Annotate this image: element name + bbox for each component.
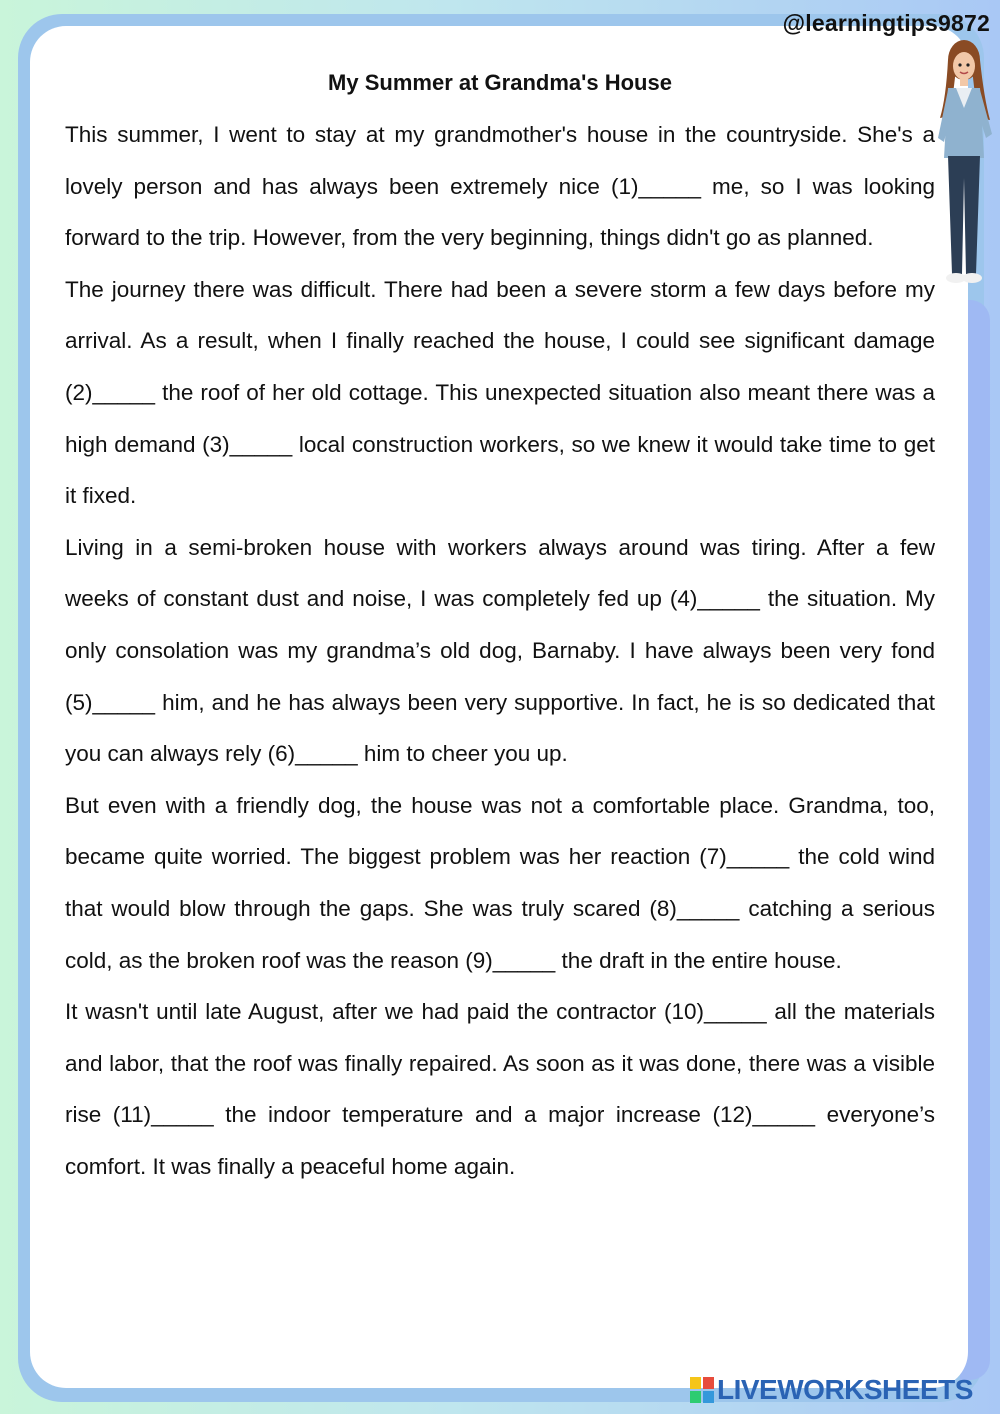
liveworksheets-wordmark: LIVEWORKSHEETS <box>717 1374 973 1405</box>
author-handle: @learningtips9872 <box>782 10 990 36</box>
paragraph-4: But even with a friendly dog, the house was not a comfortable place. Grandma, too, became quite worried. The biggest problem was her reaction (7)_____ the cold wind that would blow through the gaps. She was truly scared (8)_____ catching a serious cold, as the broken roof was the reason (9)_____ the draft in the entire house. <box>65 792 935 973</box>
liveworksheets-logo <box>690 1374 973 1406</box>
paragraph-3: Living in a semi-broken house with workers always around was tiring. After a few weeks of constant dust and noise, I was completely fed up (4)_____ the situation. My only consolation was my grandma’s old dog, Barnaby. I have always been very fond (5)_____ him, and he has always been very supportive. In fact, he is so dedicated that you can always rely (6)_____ him to cheer you up. <box>65 534 935 767</box>
liveworksheets-logo-icon <box>690 1377 714 1403</box>
paragraph-2: The journey there was difficult. There had been a severe storm a few days before my arrival. As a result, when I finally reached the house, I could see significant damage (2)_____ the roof of her old cottage. This unexpected situation also meant there was a high demand (3)_____ local construction workers, so we knew it would take time to get it fixed. <box>65 276 935 509</box>
paragraph-1: This summer, I went to stay at my grandmother's house in the countryside. She's a lovely person and has always been extremely nice (1)_____ me, so I was looking forward to the trip. However, from the very beginning, things didn't go as planned. <box>65 122 935 251</box>
story-text <box>65 109 935 1192</box>
worksheet-title: My Summer at Grandma's House <box>328 70 672 95</box>
paragraph-5: It wasn't until late August, after we had paid the contractor (10)_____ all the materials and labor, that the roof was finally repaired. As soon as it was done, there was a visible rise (11)_____ the indoor temperature and a major increase (12)_____ everyone’s comfort. It was finally a peaceful home again. <box>65 999 935 1179</box>
